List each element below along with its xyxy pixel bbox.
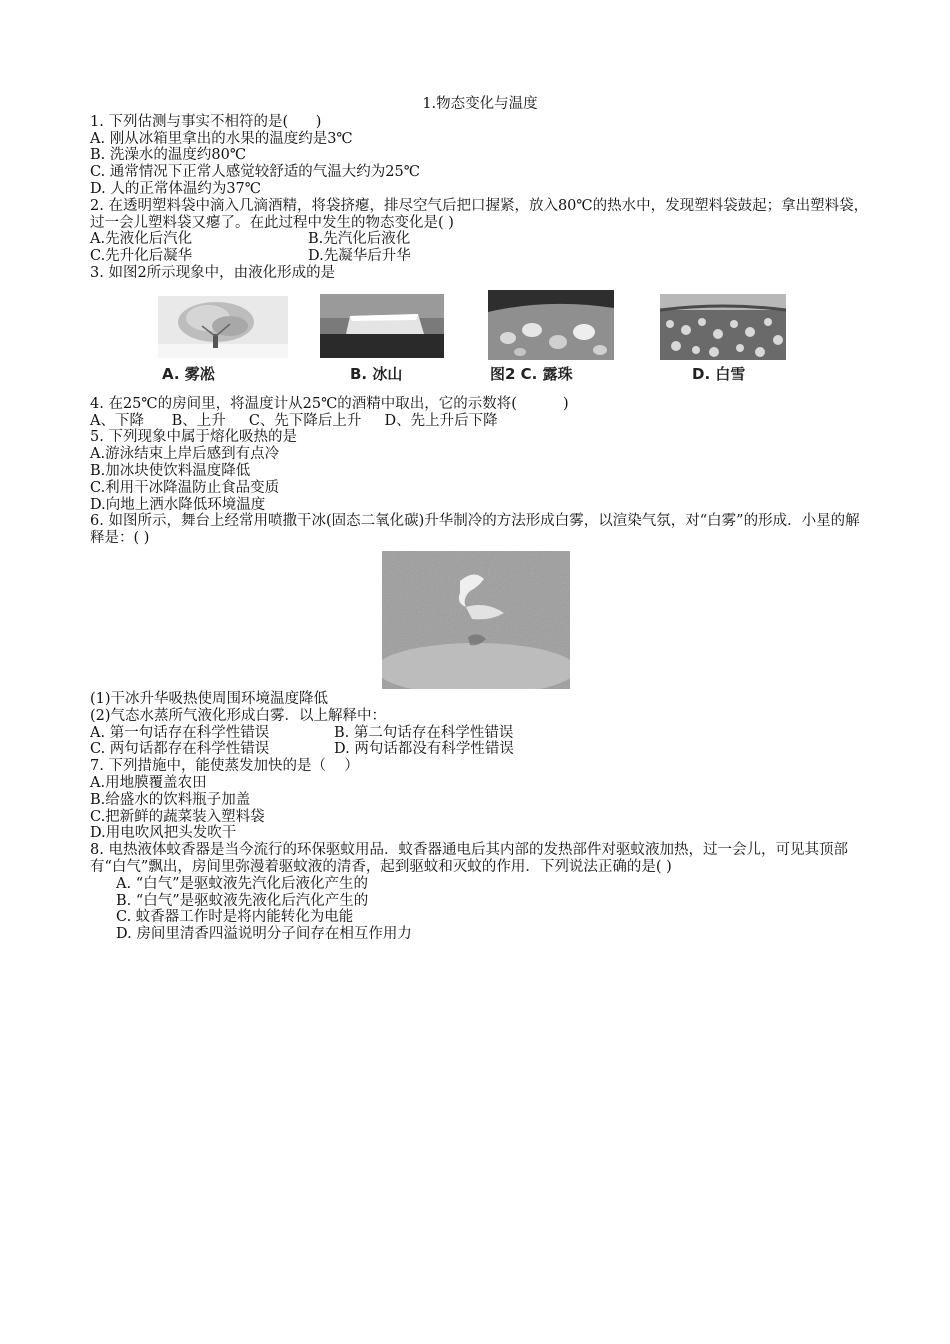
question-7-option-c: C.把新鲜的蔬菜装入塑料袋 <box>90 808 265 825</box>
rime-tree-image <box>158 296 288 358</box>
question-6-options-row-1 <box>90 725 870 742</box>
question-8-option-b: B. “白气”是驱蚊液先液化后汽化产生的 <box>116 892 369 909</box>
question-1-option-b: B. 洗澡水的温度约80℃ <box>90 147 247 164</box>
worksheet <box>90 96 870 943</box>
question-8-stem: 8. 电热液体蚊香器是当今流行的环保驱蚊用品．蚊香器通电后其内部的发热部件对驱蚊液加热，过一会儿，可见其顶部有“白气”飘出，房间里弥漫着驱蚊液的清香，起到驱蚊和灭蚊的作用．下列说法正确的是( ) <box>90 842 848 875</box>
question-6-option-a: A. 第一句话存在科学性错误 <box>90 724 270 741</box>
question-5-option-a: A.游泳结束上岸后感到有点冷 <box>90 446 280 463</box>
question-6-explanation-2: (2)气态水蒸所气液化形成白雾．以上解释中： <box>90 707 387 724</box>
page-title: 1.物态变化与温度 <box>422 96 538 112</box>
question-7-option-d: D.用电吹风把头发吹干 <box>90 825 237 842</box>
question-3-stem: 3. 如图2所示现象中，由液化形成的是 <box>90 264 336 281</box>
question-8-option-d: D. 房间里清香四溢说明分子间存在相互作用力 <box>116 926 412 943</box>
question-6-options-row-2 <box>90 741 870 758</box>
figure-2-photos <box>90 290 870 394</box>
question-2-option-a: A.先液化后汽化 <box>90 231 193 248</box>
question-6-stem: 6. 如图所示，舞台上经常用喷撒干冰(固态二氧化碳)升华制冷的方法形成白雾，以渲染气氛，对“白雾”的形成．小星的解释是：( ) <box>90 513 860 547</box>
iceberg-image <box>320 294 444 358</box>
question-1-option-c: C. 通常情况下正常人感觉较舒适的气温大约为25℃ <box>90 164 420 181</box>
question-5-option-b: B.加冰块使饮料温度降低 <box>90 462 251 479</box>
question-8-option-a: A. “白气”是驱蚊液先汽化后液化产生的 <box>116 875 369 892</box>
question-5-stem: 5. 下列现象中属于熔化吸热的是 <box>90 429 297 446</box>
question-6-explanation-1: (1)干冰升华吸热使周围环境温度降低 <box>90 690 329 707</box>
stage-fog-image <box>382 551 570 689</box>
question-2-option-b: B.先汽化后液化 <box>308 231 411 248</box>
question-2-option-d: D.先凝华后升华 <box>308 248 411 265</box>
question-5-option-c: C.利用干冰降温防止食品变质 <box>90 479 280 496</box>
question-1-stem: 1. 下列估测与事实不相符的是( ) <box>90 113 322 130</box>
question-4-options: A、下降 B、上升 C、先下降后上升 D、先上升后下降 <box>90 412 498 429</box>
question-6-option-b: B. 第二句话存在科学性错误 <box>334 724 514 741</box>
question-8-option-c: C. 蚊香器工作时是将内能转化为电能 <box>116 909 354 926</box>
question-7-stem: 7. 下列措施中，能使蒸发加快的是（ ） <box>90 758 359 775</box>
question-7-option-a: A.用地膜覆盖农田 <box>90 774 207 791</box>
question-6-option-c: C. 两句话都存在科学性错误 <box>90 741 270 758</box>
question-5-option-d: D.向地上洒水降低环境温度 <box>90 496 266 513</box>
question-1-option-d: D. 人的正常体温约为37℃ <box>90 180 261 197</box>
dew-drops-image <box>488 290 614 360</box>
question-1-option-a: A. 刚从冰箱里拿出的水果的温度约是3℃ <box>90 130 353 147</box>
question-2-options-row-1 <box>90 231 870 248</box>
caption-c-dew: 图2 C. 露珠 <box>490 364 573 383</box>
caption-a-rime: A. 雾凇 <box>162 364 215 383</box>
question-2-stem: 2. 在透明塑料袋中滴入几滴酒精，将袋挤瘪，排尽空气后把口握紧，放入80℃的热水中，发现塑料袋鼓起；拿出塑料袋，过一会儿塑料袋又瘪了。在此过程中发生的物态变化是( ) <box>90 197 869 231</box>
snow-field-image <box>660 294 786 360</box>
question-4-stem: 4. 在25℃的房间里，将温度计从25℃的酒精中取出，它的示数将( ) <box>90 395 569 412</box>
question-6-option-d: D. 两句话都没有科学性错误 <box>334 741 514 758</box>
caption-b-iceberg: B. 冰山 <box>350 364 403 383</box>
question-2-options-row-2 <box>90 248 870 265</box>
question-2-option-c: C.先升化后凝华 <box>90 248 193 265</box>
caption-d-snow: D. 白雪 <box>692 364 746 383</box>
question-7-option-b: B.给盛水的饮料瓶子加盖 <box>90 791 251 808</box>
